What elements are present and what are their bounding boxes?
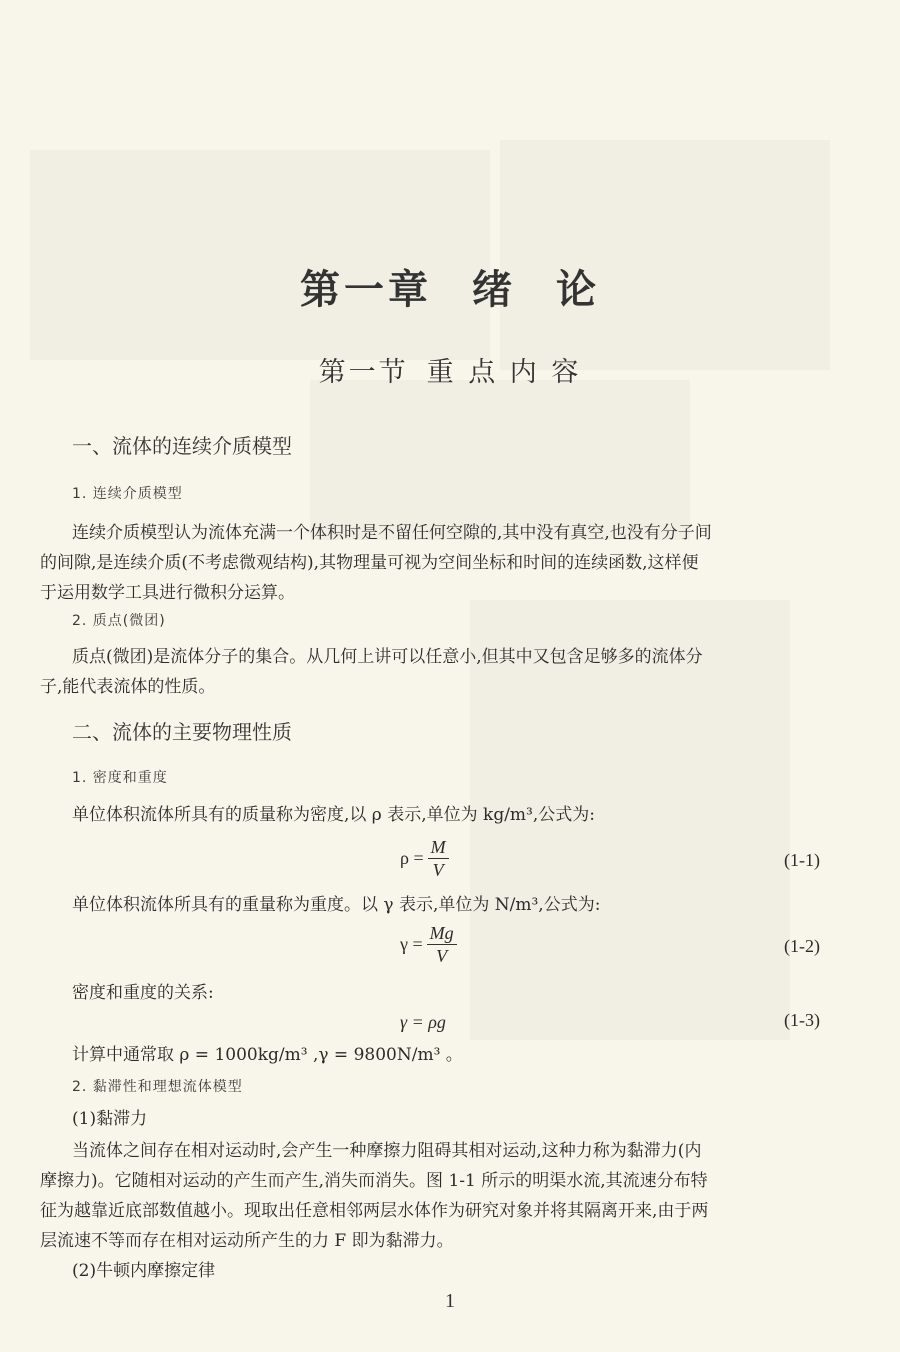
page-number: 1: [445, 1290, 455, 1312]
paragraph-weight-intro: 单位体积流体所具有的重量称为重度。以 γ 表示,单位为 N/m³,公式为:: [72, 895, 601, 915]
section-number: 第一节: [318, 357, 409, 388]
chapter-title-char1: 绪: [472, 267, 516, 313]
formula-numerator: Mg: [427, 922, 457, 945]
equation-number-1-2: (1-2): [784, 936, 820, 956]
section-name: 重 点 内 容: [426, 357, 582, 388]
subheading-continuum-model: 1. 连续介质模型: [72, 486, 183, 502]
subheading-particle: 2. 质点(微团): [72, 613, 166, 629]
formula-denominator: V: [432, 860, 444, 880]
subheading-density-weight: 1. 密度和重度: [72, 770, 168, 786]
bleed-through-shade: [30, 150, 490, 360]
section-title: [0, 350, 900, 389]
bleed-through-figure: [500, 140, 830, 370]
formula-specific-weight: [400, 922, 457, 967]
paragraph-continuum-line-2: 的间隙,是连续介质(不考虑微观结构),其物理量可视为空间坐标和时间的连续函数,这样便: [40, 553, 699, 573]
paragraph-typical-values: 计算中通常取 ρ = 1000kg/m³ ,γ = 9800N/m³ 。: [72, 1045, 463, 1065]
label-viscous-force: (1)黏滞力: [72, 1109, 148, 1129]
formula-density-fraction: [428, 836, 449, 881]
label-newton-friction-law: (2)牛顿内摩擦定律: [72, 1261, 216, 1281]
paragraph-particle-line-2: 子,能代表流体的性质。: [40, 677, 216, 697]
bleed-through-figure-lower: [310, 380, 690, 540]
formula-weight-fraction: [427, 922, 457, 967]
paragraph-viscous-line-2: 摩擦力)。它随相对运动的产生而产生,消失而消失。图 1-1 所示的明渠水流,其流速分布特: [40, 1171, 708, 1191]
heading-physical-properties: 二、流体的主要物理性质: [72, 720, 292, 744]
formula-weight-lhs: γ =: [400, 934, 423, 954]
paragraph-continuum-line-1: 连续介质模型认为流体充满一个体积时是不留任何空隙的,其中没有真空,也没有分子间: [72, 523, 712, 543]
formula-relation: γ = ρg: [400, 1012, 446, 1032]
paragraph-viscous-line-4: 层流速不等而存在相对运动所产生的力 F 即为黏滞力。: [40, 1231, 454, 1251]
chapter-number: 第一章: [300, 267, 432, 313]
paragraph-density-intro: 单位体积流体所具有的质量称为密度,以 ρ 表示,单位为 kg/m³,公式为:: [72, 805, 595, 825]
paragraph-viscous-line-1: 当流体之间存在相对运动时,会产生一种摩擦力阻碍其相对运动,这种力称为黏滞力(内: [72, 1141, 702, 1161]
formula-numerator: M: [428, 836, 449, 859]
paragraph-relation-intro: 密度和重度的关系:: [72, 983, 214, 1003]
formula-density-lhs: ρ =: [400, 848, 424, 868]
equation-number-1-3: (1-3): [784, 1010, 820, 1030]
chapter-title-char2: 论: [556, 267, 600, 313]
paragraph-continuum-line-3: 于运用数学工具进行微积分运算。: [40, 583, 295, 603]
equation-number-1-1: (1-1): [784, 850, 820, 870]
paragraph-viscous-line-3: 征为越靠近底部数值越小。现取出任意相邻两层水体作为研究对象并将其隔离开来,由于两: [40, 1201, 709, 1221]
heading-continuum-model: 一、流体的连续介质模型: [72, 434, 292, 458]
formula-denominator: V: [436, 946, 448, 966]
subheading-viscosity: 2. 黏滞性和理想流体模型: [72, 1079, 243, 1095]
paragraph-particle-line-1: 质点(微团)是流体分子的集合。从几何上讲可以任意小,但其中又包含足够多的流体分: [72, 647, 703, 667]
formula-density: [400, 836, 449, 881]
chapter-title: [0, 258, 900, 315]
